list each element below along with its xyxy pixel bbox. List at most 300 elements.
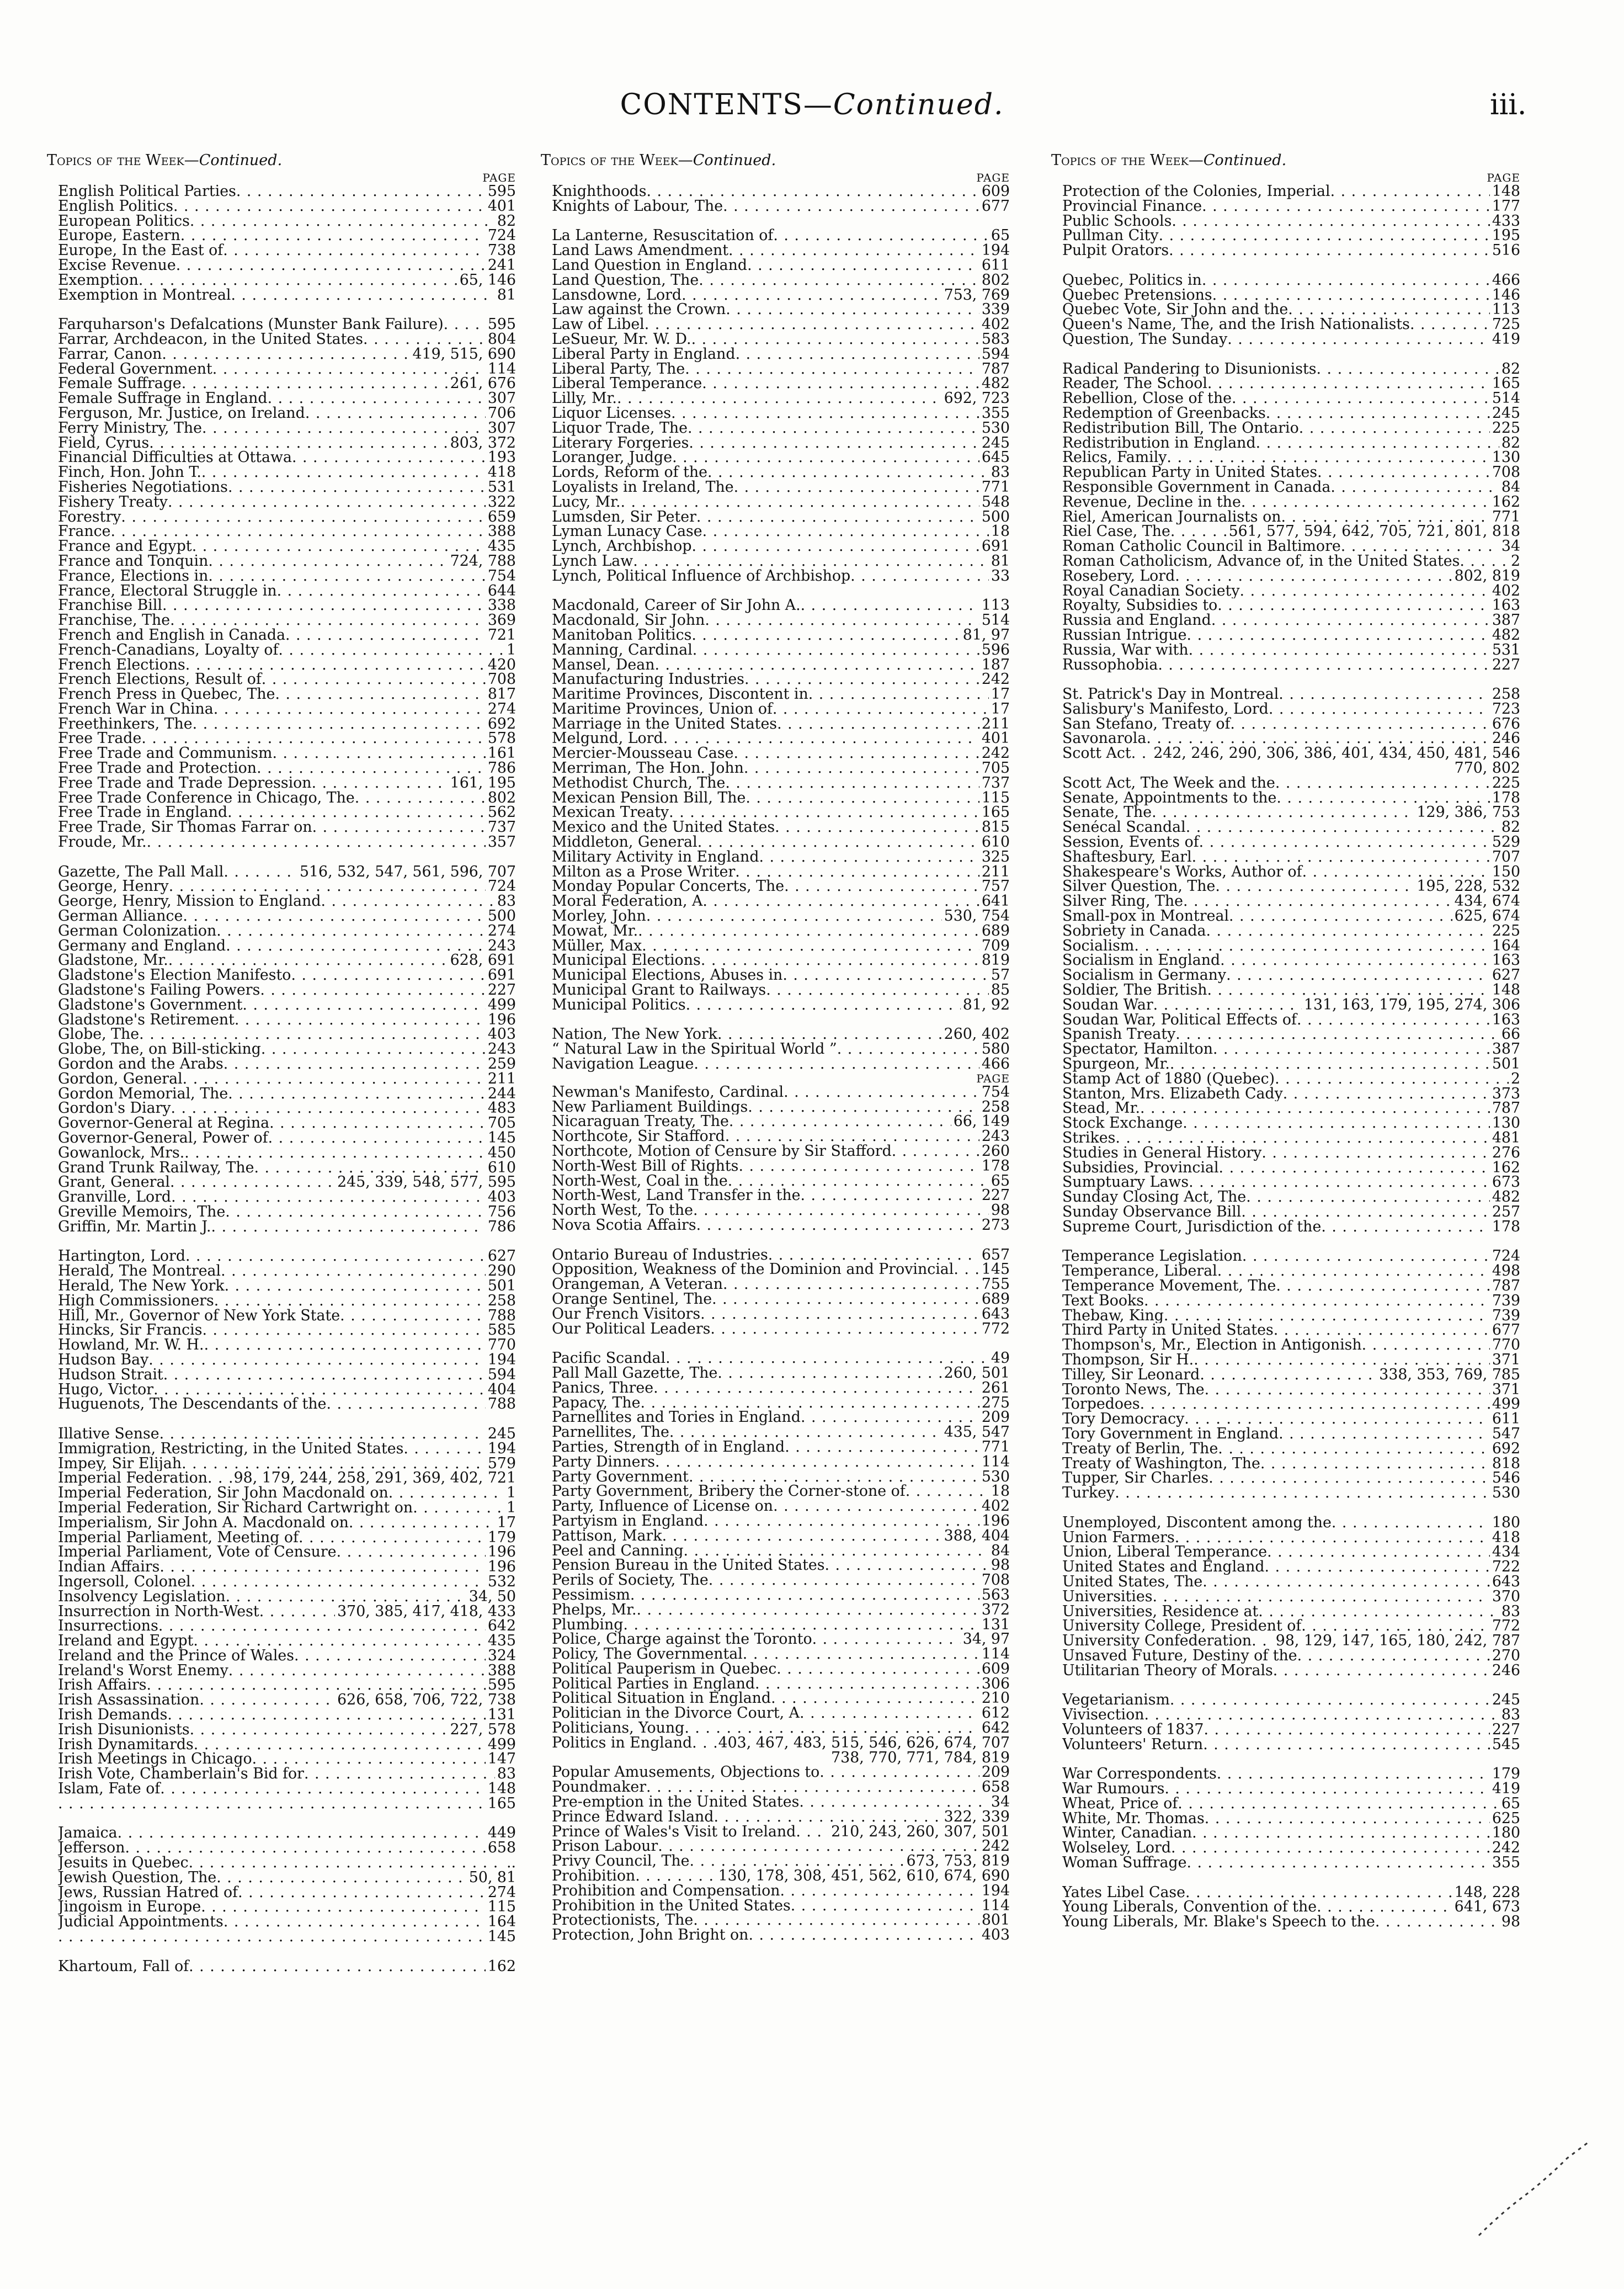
leader-dots xyxy=(444,317,486,332)
entry-topic: Policy, The Governmental xyxy=(552,1647,743,1662)
index-entry xyxy=(1062,1812,1520,1826)
leader-dots xyxy=(170,613,486,628)
entry-pages: 34 xyxy=(991,1795,1010,1810)
leader-dots xyxy=(1205,1383,1490,1398)
leader-dots xyxy=(693,1913,979,1928)
entry-pages: 114 xyxy=(981,1898,1010,1914)
index-entry xyxy=(552,1159,1010,1174)
entry-pages: 83 xyxy=(497,894,516,910)
entry-pages: 625, 674 xyxy=(1454,909,1520,924)
entry-pages: 246 xyxy=(1492,731,1520,747)
leader-dots xyxy=(202,1323,485,1338)
entry-pages: 131 xyxy=(487,1708,516,1723)
entry-pages: 180 xyxy=(1492,1826,1520,1841)
entry-pages: 403 xyxy=(487,1190,516,1205)
index-entry xyxy=(552,1351,1010,1366)
leader-dots xyxy=(759,850,979,865)
index-entry-continuation xyxy=(552,1751,1010,1766)
index-entry xyxy=(552,1174,1010,1189)
leader-dots xyxy=(1241,495,1490,510)
entry-topic: Municipal Grant to Railways xyxy=(552,983,766,998)
index-entry xyxy=(1062,391,1520,406)
leader-dots xyxy=(717,1027,942,1042)
entry-pages: 130 xyxy=(1492,450,1520,466)
entry-topic: Jesuits in Quebec xyxy=(58,1856,189,1871)
leader-dots xyxy=(1183,894,1452,909)
index-entry xyxy=(58,524,516,539)
index-entry xyxy=(58,1560,516,1575)
leader-dots xyxy=(689,436,979,451)
entry-pages: 561, 577, 594, 642, 705, 721, 801, 818 xyxy=(1228,524,1520,540)
index-entry xyxy=(552,1529,1010,1544)
index-entry xyxy=(552,1736,1010,1751)
entry-pages: 179 xyxy=(1492,1767,1520,1782)
index-entry xyxy=(552,376,1010,391)
index-entry xyxy=(58,835,516,850)
index-entry xyxy=(552,539,1010,554)
entry-pages: 708 xyxy=(981,1573,1010,1588)
leader-dots xyxy=(285,628,486,643)
leader-dots xyxy=(771,1691,979,1706)
index-entry xyxy=(552,1810,1010,1825)
leader-dots xyxy=(1297,1013,1490,1028)
leader-dots xyxy=(192,539,486,554)
entry-pages: 261, 676 xyxy=(450,376,516,392)
entry-topic: Northcote, Sir Stafford xyxy=(552,1129,725,1144)
entry-pages: 150 xyxy=(1492,864,1520,880)
leader-dots xyxy=(1170,1693,1490,1708)
entry-pages: 65 xyxy=(1501,1796,1520,1812)
entry-pages: 148 xyxy=(1492,983,1520,998)
entry-topic: Gladstone's Failing Powers xyxy=(58,983,260,998)
entry-topic: Imperialism, Sir John A. Macdonald on xyxy=(58,1515,349,1531)
entry-pages: 673, 753, 819 xyxy=(906,1854,1010,1870)
leader-dots xyxy=(169,879,486,894)
entry-pages: 147 xyxy=(487,1752,516,1767)
entry-topic: Party Government xyxy=(552,1469,689,1485)
entry-topic: Merriman, The Hon. John xyxy=(552,761,744,776)
entry-pages: 162 xyxy=(487,1959,516,1974)
leader-dots xyxy=(1212,288,1490,303)
index-entry xyxy=(58,569,516,584)
entry-topic: Sunday Observance Bill xyxy=(1062,1204,1242,1220)
index-entry xyxy=(1062,1738,1520,1752)
entry-pages: 178 xyxy=(1492,790,1520,806)
entry-pages: 225 xyxy=(1492,421,1520,436)
entry-pages: 196 xyxy=(487,1545,516,1560)
entry-topic: Ireland and the Prince of Wales xyxy=(58,1648,295,1664)
margin-scribble xyxy=(1468,2131,1600,2241)
entry-pages: 338 xyxy=(487,598,516,614)
index-entry xyxy=(58,1886,516,1900)
entry-topic: Lucy, Mr. xyxy=(552,495,621,510)
index-entry xyxy=(58,598,516,613)
entry-pages: 594 xyxy=(981,347,1010,362)
index-entry xyxy=(58,613,516,628)
entry-topic: Treaty of Berlin, The xyxy=(1062,1441,1218,1457)
entry-pages: 194 xyxy=(487,1352,516,1368)
entry-topic: LeSueur, Mr. W. D. xyxy=(552,332,691,347)
index-entry xyxy=(58,1486,516,1501)
entry-topic: Marriage in the United States xyxy=(552,716,778,732)
entry-topic: Stock Exchange xyxy=(1062,1116,1183,1131)
index-entry xyxy=(58,1161,516,1176)
index-entry xyxy=(552,1322,1010,1337)
entry-topic: Herald, The Montreal xyxy=(58,1264,221,1279)
entry-pages: 595 xyxy=(487,317,516,332)
index-entry xyxy=(58,628,516,643)
index-entry xyxy=(58,702,516,717)
index-entry xyxy=(1062,731,1520,746)
entry-topic: Pullman City xyxy=(1062,229,1159,244)
entry-pages: 641, 673 xyxy=(1454,1900,1520,1915)
index-entry xyxy=(1062,376,1520,391)
entry-topic: Free Trade and Protection xyxy=(58,761,257,776)
entry-topic: Irish Meetings in Chicago xyxy=(58,1752,252,1767)
page-column-label: PAGE xyxy=(976,171,1010,184)
entry-topic: Fisheries Negotiations xyxy=(58,480,228,495)
entry-topic: Manning, Cardinal xyxy=(552,642,693,658)
entry-topic: Mexico and the United States xyxy=(552,820,775,836)
leader-dots xyxy=(221,1264,486,1279)
entry-topic: Ferry Ministry, The xyxy=(58,421,203,436)
entry-topic: Ferguson, Mr. Justice, on Ireland xyxy=(58,406,305,421)
entry-pages: .. xyxy=(506,1856,516,1871)
entry-topic: Tilley, Sir Leonard xyxy=(1062,1367,1200,1383)
leader-dots xyxy=(58,1797,486,1812)
entry-topic: Khartoum, Fall of xyxy=(58,1959,189,1974)
leader-dots xyxy=(623,1618,979,1633)
leader-dots xyxy=(1186,820,1499,835)
entry-topic: Knights of Labour, The xyxy=(552,199,723,214)
index-entry xyxy=(1062,1205,1520,1220)
index-entry xyxy=(58,539,516,554)
index-entry xyxy=(58,865,516,880)
index-entry xyxy=(552,998,1010,1013)
leader-dots xyxy=(636,1603,979,1618)
entry-topic: Land Question in England xyxy=(552,258,748,273)
leader-dots xyxy=(225,1279,486,1294)
index-entry xyxy=(58,717,516,732)
leader-dots xyxy=(1226,968,1490,983)
index-entry xyxy=(552,1839,1010,1854)
entry-topic: Perils of Society, The xyxy=(552,1573,709,1588)
leader-dots xyxy=(231,288,495,303)
index-entry xyxy=(58,1027,516,1042)
entry-pages: 435 xyxy=(487,539,516,554)
entry-topic: Partyism in England xyxy=(552,1513,704,1529)
index-entry xyxy=(58,1338,516,1353)
index-entry xyxy=(1062,1634,1520,1649)
leader-dots xyxy=(269,1116,486,1131)
entry-topic: French Elections xyxy=(58,657,185,673)
index-entry xyxy=(58,1072,516,1087)
index-entry xyxy=(1062,1397,1520,1412)
heading-continued: Continued. xyxy=(1203,152,1287,169)
entry-pages: 245 xyxy=(981,436,1010,451)
entry-topic: Gladstone's Retirement xyxy=(58,1012,235,1028)
leader-dots xyxy=(702,524,989,539)
leader-dots xyxy=(1258,1605,1499,1619)
entry-topic: Lynch, Archbishop xyxy=(552,539,692,554)
leader-dots xyxy=(1266,406,1490,421)
entry-pages: 161, 195 xyxy=(450,776,516,791)
entry-topic: Question, The Sunday xyxy=(1062,332,1228,347)
leader-dots xyxy=(228,1664,486,1679)
index-entry xyxy=(552,628,1010,643)
index-entry xyxy=(552,865,1010,880)
leader-dots xyxy=(1184,1412,1490,1427)
entry-pages: 84 xyxy=(1501,480,1520,495)
leader-dots xyxy=(228,480,486,495)
index-entry xyxy=(58,1531,516,1546)
entry-pages: 163 xyxy=(1492,953,1520,969)
entry-pages: 787 xyxy=(981,362,1010,377)
index-entry xyxy=(58,243,516,258)
index-entry xyxy=(58,1057,516,1072)
leader-dots xyxy=(735,865,979,880)
entry-pages: 545 xyxy=(1492,1737,1520,1752)
index-entry xyxy=(1062,598,1520,613)
leader-dots xyxy=(1144,1294,1490,1309)
entry-topic: Irish Vote, Chamberlain's Bid for xyxy=(58,1767,304,1782)
leader-dots xyxy=(1217,598,1490,613)
index-entry xyxy=(58,1516,516,1531)
leader-dots xyxy=(1178,1797,1499,1812)
entry-topic: Hincks, Sir Francis xyxy=(58,1323,203,1339)
entry-pages: 209 xyxy=(981,1410,1010,1426)
entry-topic: Opposition, Weakness of the Dominion and Provincial xyxy=(552,1262,954,1278)
entry-pages: 129, 386, 753 xyxy=(1417,805,1520,821)
leader-dots xyxy=(201,1900,486,1915)
entry-topic: Impey, Sir Elijah xyxy=(58,1456,182,1472)
index-entry xyxy=(58,1841,516,1856)
entry-pages: 195 xyxy=(1492,229,1520,244)
index-entry xyxy=(552,717,1010,732)
leader-dots xyxy=(147,1678,486,1693)
index-entry xyxy=(58,1042,516,1057)
entry-pages: 195, 228, 532 xyxy=(1417,879,1520,895)
index-entry xyxy=(552,1928,1010,1943)
entry-pages: 18 xyxy=(991,1484,1010,1500)
leader-dots xyxy=(702,894,979,909)
entry-topic: Senécal Scandal xyxy=(1062,820,1186,836)
entry-topic: Finch, Hon. John T. xyxy=(58,465,201,480)
entry-pages: 164 xyxy=(1492,938,1520,954)
entry-topic: Thompson's, Mr., Election in Antigonish xyxy=(1062,1338,1362,1353)
leader-dots xyxy=(672,450,979,465)
leader-dots xyxy=(906,1484,989,1499)
index-entry xyxy=(1062,1471,1520,1486)
index-entry xyxy=(1062,717,1520,732)
leader-dots xyxy=(691,539,979,554)
leader-dots xyxy=(662,1529,942,1544)
leader-dots xyxy=(235,1013,486,1028)
leader-dots xyxy=(261,1042,486,1057)
entry-pages: 388 xyxy=(487,524,516,540)
leader-dots xyxy=(1281,510,1489,525)
entry-topic: Farrar, Archdeacon, in the United States xyxy=(58,332,364,347)
index-entry xyxy=(1062,1249,1520,1264)
entry-pages: 18 xyxy=(991,524,1010,540)
entry-topic: Savonarola xyxy=(1062,731,1147,747)
entry-pages: 227 xyxy=(487,983,516,998)
entry-pages: 757 xyxy=(981,879,1010,895)
column-1 xyxy=(47,150,516,1974)
leader-dots xyxy=(204,1338,486,1353)
index-entry xyxy=(552,1100,1010,1115)
leader-dots xyxy=(800,1706,979,1721)
leader-dots xyxy=(743,1647,979,1662)
index-entry xyxy=(552,362,1010,377)
entry-topic: Spanish Treaty xyxy=(1062,1027,1176,1043)
entry-topic: Parnellites, The xyxy=(552,1425,669,1440)
entry-topic: Subsidies, Provincial xyxy=(1062,1160,1219,1176)
entry-pages: 246 xyxy=(1492,1663,1520,1679)
index-entry xyxy=(58,1664,516,1679)
entry-pages: 754 xyxy=(981,1085,1010,1100)
entry-topic: Gordon, General xyxy=(58,1071,183,1087)
entry-pages: 689 xyxy=(981,923,1010,939)
entry-pages: 498 xyxy=(1492,1264,1520,1279)
index-entry xyxy=(552,258,1010,273)
entry-pages: 771 xyxy=(1492,509,1520,525)
index-entry xyxy=(1062,1590,1520,1605)
index-entry xyxy=(58,1959,516,1974)
entry-pages: 242 xyxy=(981,672,1010,688)
leader-dots xyxy=(299,1531,486,1546)
entry-topic: Plumbing xyxy=(552,1617,624,1633)
leader-dots xyxy=(1230,717,1489,732)
entry-topic: Quebec Vote, Sir John and the xyxy=(1062,302,1288,318)
index-entry xyxy=(58,1190,516,1205)
leader-dots xyxy=(275,687,486,702)
leader-dots xyxy=(1276,791,1489,806)
entry-pages: 209 xyxy=(981,1765,1010,1781)
index-entry xyxy=(552,1057,1010,1072)
leader-dots xyxy=(784,879,979,894)
index-entry xyxy=(1062,1427,1520,1442)
leader-dots xyxy=(825,1558,989,1573)
entry-pages: 530 xyxy=(981,421,1010,436)
entry-pages: 227 xyxy=(1492,657,1520,673)
entry-pages: 739 xyxy=(1492,1308,1520,1324)
entry-topic: Thompson, Sir H. xyxy=(1062,1352,1194,1368)
index-entry xyxy=(1062,613,1520,628)
entry-pages: 610 xyxy=(981,835,1010,850)
leader-dots xyxy=(791,1899,979,1914)
entry-topic: Howland, Mr. W. H. xyxy=(58,1338,204,1353)
leader-dots xyxy=(717,1366,941,1381)
index-entry xyxy=(552,1366,1010,1381)
index-entry xyxy=(552,672,1010,687)
index-entry xyxy=(552,953,1010,968)
entry-topic: Gordon Memorial, The xyxy=(58,1086,228,1102)
section-gap xyxy=(552,584,1010,599)
entry-pages: 244 xyxy=(487,1086,516,1102)
leader-dots xyxy=(1170,1057,1490,1072)
index-entry xyxy=(1062,879,1520,894)
index-entry xyxy=(552,1042,1010,1057)
leader-dots xyxy=(1288,302,1490,317)
entry-topic: Rebellion, Close of the xyxy=(1062,391,1232,406)
index-entry xyxy=(58,1752,516,1767)
leader-dots xyxy=(1246,1190,1490,1205)
index-entry xyxy=(58,258,516,273)
index-entry xyxy=(1062,436,1520,451)
section-gap xyxy=(1062,258,1520,273)
index-entry xyxy=(58,761,516,776)
leader-dots xyxy=(693,1203,989,1218)
entry-pages: 435, 547 xyxy=(944,1425,1010,1440)
index-entry xyxy=(1062,687,1520,702)
entry-topic: Reader, The School xyxy=(1062,376,1207,392)
entry-pages: 370, 385, 417, 418, 433 xyxy=(337,1604,516,1619)
entry-topic: Macdonald, Sir John xyxy=(552,613,705,628)
leader-dots xyxy=(208,569,485,584)
leader-dots xyxy=(1229,909,1452,924)
index-entry xyxy=(552,495,1010,510)
entry-pages: 466 xyxy=(981,1057,1010,1072)
index-entry xyxy=(1062,1516,1520,1531)
leader-dots xyxy=(403,1442,485,1457)
entry-pages: 434 xyxy=(1492,1545,1520,1560)
entry-topic: George, Henry, Mission to England xyxy=(58,894,321,910)
index-entry xyxy=(552,805,1010,820)
entry-topic: Russophobia xyxy=(1062,657,1158,673)
entry-topic: Pessimism xyxy=(552,1587,630,1603)
entry-topic: Mowat, Mr. xyxy=(552,923,638,939)
leader-dots xyxy=(776,1662,979,1677)
index-entry xyxy=(552,1114,1010,1129)
leader-dots xyxy=(1297,1649,1490,1664)
leader-dots xyxy=(337,1545,486,1560)
leader-dots xyxy=(162,347,410,362)
entry-topic: Knighthoods xyxy=(552,184,647,199)
index-entry xyxy=(1062,1116,1520,1131)
leader-dots xyxy=(236,184,486,199)
entry-topic: Manitoban Politics xyxy=(552,628,692,643)
entry-pages: 98 xyxy=(991,1203,1010,1218)
entry-pages: 801 xyxy=(981,1913,1010,1929)
leader-dots xyxy=(259,1605,335,1619)
index-entry xyxy=(58,391,516,406)
index-entry xyxy=(552,302,1010,317)
entry-topic: Prohibition and Compensation xyxy=(552,1883,780,1899)
leader-dots xyxy=(705,613,979,628)
entry-topic: Gladstone's Government xyxy=(58,997,243,1013)
leader-dots xyxy=(671,406,979,421)
entry-topic: French Elections, Result of xyxy=(58,672,262,688)
leader-dots xyxy=(1241,1205,1489,1220)
index-entry xyxy=(58,421,516,436)
entry-pages: 725 xyxy=(1492,317,1520,332)
entry-topic: North-West, Coal in the xyxy=(552,1173,728,1189)
entry-pages: 245 xyxy=(487,1426,516,1442)
leader-dots xyxy=(160,1782,486,1797)
entry-pages: 227 xyxy=(1492,1722,1520,1738)
index-entry xyxy=(1062,850,1520,865)
leader-dots xyxy=(312,776,448,791)
entry-topic: Mexican Pension Bill, The xyxy=(552,790,746,806)
entry-pages: 500 xyxy=(981,509,1010,525)
entry-pages: 817 xyxy=(487,687,516,702)
leader-dots xyxy=(1175,1531,1490,1546)
leader-dots xyxy=(388,1486,504,1501)
index-entry xyxy=(1062,1886,1520,1900)
leader-dots xyxy=(312,820,486,835)
leader-dots xyxy=(1240,584,1490,599)
